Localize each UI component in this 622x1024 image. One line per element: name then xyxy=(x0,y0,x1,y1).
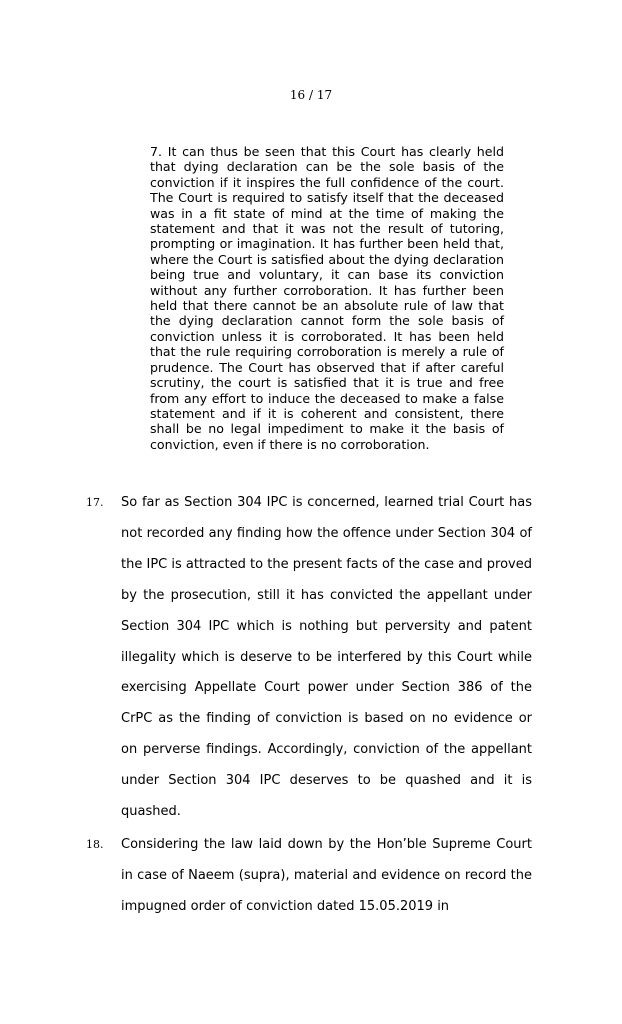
paragraph-text: Considering the law laid down by the Hon’ble Supreme Court in case of Naeem (supra), material and evidence on record the impugned order of conviction dated 15.05.2019 in xyxy=(121,837,532,914)
page-number: 16 / 17 xyxy=(289,88,333,102)
paragraph-text: So far as Section 304 IPC is concerned, learned trial Court has not recorded any finding how the offence under Section 304 of the IPC is attracted to the present facts of the case and proved by the prosecution, still it has convicted the appellant under Section 304 IPC which is nothing but perversity and patent illegality which is deserve to be interfered by this Court while exercising Appellate Court power under Section 386 of the CrPC as the finding of conviction is based on no evidence or on perverse findings. Accordingly, conviction of the appellant under Section 304 IPC deserves to be quashed and it is quashed. xyxy=(121,495,532,820)
paragraph-number: 18. xyxy=(86,838,104,851)
paragraph-number: 17. xyxy=(86,496,104,509)
quoted-judgment-paragraph: 7. It can thus be seen that this Court has clearly held that dying declaration can be the sole basis of the conviction if it inspires the full confidence of the court. The Court is required to satisfy itself that the deceased was in a fit state of mind at the time of making the statement and that it was not the result of tutoring, prompting or imagination. It has further been held that, where the Court is satisfied about the dying declaration being true and voluntary, it can base its conviction without any further corroboration. It has further been held that there cannot be an absolute rule of law that the dying declaration cannot form the sole basis of conviction unless it is corroborated. It has been held that the rule requiring corroboration is merely a rule of prudence. The Court has observed that if after careful scrutiny, the court is satisfied that it is true and free from any effort to induce the deceased to make a false statement and if it is coherent and consistent, there shall be no legal impediment to make it the basis of conviction, even if there is no corroboration. xyxy=(150,144,504,452)
paragraph-18 xyxy=(86,830,532,923)
paragraph-17 xyxy=(86,488,532,828)
